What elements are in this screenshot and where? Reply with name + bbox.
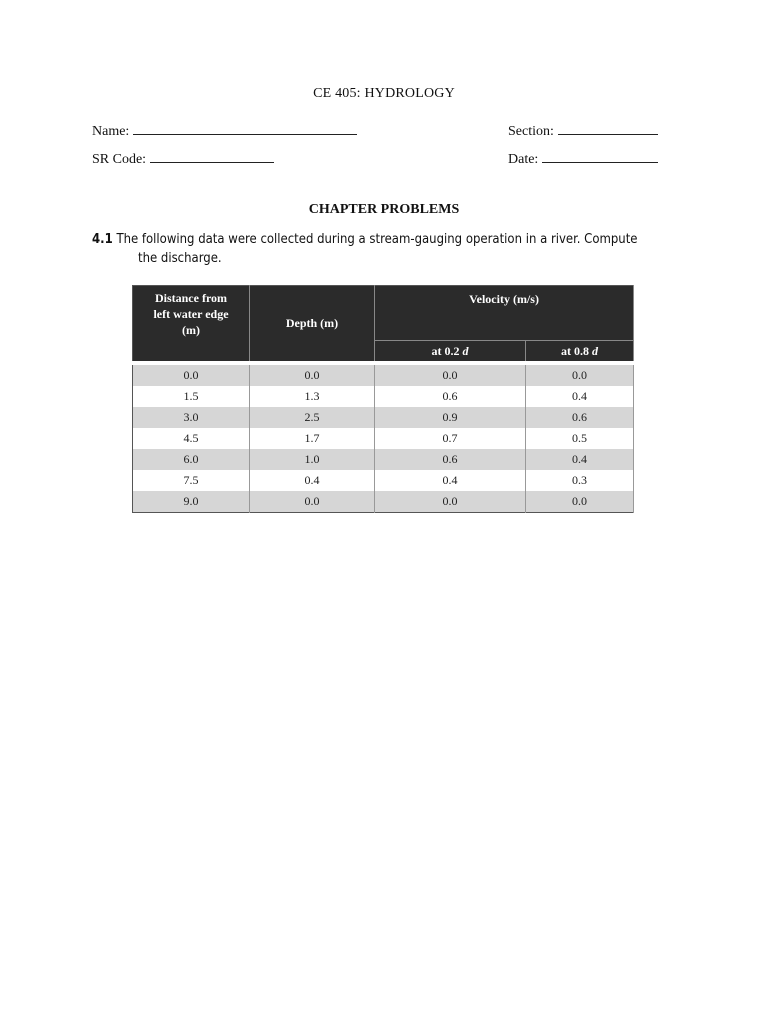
cell-depth: 0.0 bbox=[250, 491, 375, 513]
col-header-d-symbol: d bbox=[462, 343, 469, 358]
cell-velocity-0-8d: 0.3 bbox=[526, 470, 634, 491]
col-header-distance-line2: left water edge bbox=[153, 307, 229, 321]
cell-velocity-0-2d: 0.6 bbox=[375, 386, 526, 407]
cell-velocity-0-8d: 0.4 bbox=[526, 386, 634, 407]
cell-distance: 7.5 bbox=[133, 470, 250, 491]
table-header-row bbox=[133, 286, 634, 341]
col-header-at-0-8d bbox=[526, 341, 634, 364]
date-label: Date: bbox=[508, 152, 539, 167]
chapter-title: CHAPTER PROBLEMS bbox=[308, 202, 460, 217]
col-header-velocity: Velocity (m/s) bbox=[375, 286, 634, 341]
problem-text-line1: The following data were collected during a stream-gauging operation in a river. Compute bbox=[116, 232, 638, 247]
cell-velocity-0-8d: 0.0 bbox=[526, 363, 634, 386]
problem-text-line2: the discharge. bbox=[138, 251, 222, 266]
cell-velocity-0-2d: 0.9 bbox=[375, 407, 526, 428]
problem-number: 4.1 bbox=[92, 232, 113, 247]
col-header-distance-line3: (m) bbox=[182, 323, 200, 337]
name-field bbox=[92, 122, 357, 140]
cell-distance: 4.5 bbox=[133, 428, 250, 449]
col-header-d-symbol: d bbox=[592, 343, 598, 358]
col-header-distance bbox=[133, 286, 250, 364]
cell-velocity-0-2d: 0.0 bbox=[375, 363, 526, 386]
col-header-depth: Depth (m) bbox=[250, 286, 375, 364]
sr-code-field bbox=[92, 150, 274, 168]
cell-velocity-0-8d: 0.5 bbox=[526, 428, 634, 449]
sr-code-label: SR Code: bbox=[92, 152, 147, 167]
cell-velocity-0-2d: 0.7 bbox=[375, 428, 526, 449]
cell-depth: 1.7 bbox=[250, 428, 375, 449]
cell-depth: 0.4 bbox=[250, 470, 375, 491]
section-field bbox=[508, 122, 658, 140]
cell-velocity-0-8d: 0.6 bbox=[526, 407, 634, 428]
cell-velocity-0-8d: 0.4 bbox=[526, 449, 634, 470]
cell-velocity-0-2d: 0.0 bbox=[375, 491, 526, 513]
cell-depth: 2.5 bbox=[250, 407, 375, 428]
date-blank-line[interactable] bbox=[542, 150, 658, 163]
cell-distance: 3.0 bbox=[133, 407, 250, 428]
cell-depth: 1.0 bbox=[250, 449, 375, 470]
course-title: CE 405: HYDROLOGY bbox=[313, 86, 455, 101]
name-label: Name: bbox=[92, 124, 130, 139]
col-header-at-0-2-text: at 0.2 bbox=[431, 343, 463, 358]
table-row bbox=[133, 386, 634, 407]
cell-distance: 0.0 bbox=[133, 363, 250, 386]
col-header-at-0-8-text: at 0.8 bbox=[561, 343, 592, 358]
table-row bbox=[133, 407, 634, 428]
table-row bbox=[133, 363, 634, 386]
cell-depth: 0.0 bbox=[250, 363, 375, 386]
table-row bbox=[133, 449, 634, 470]
table-row bbox=[133, 491, 634, 513]
table-body bbox=[133, 363, 634, 513]
cell-depth: 1.3 bbox=[250, 386, 375, 407]
table-row bbox=[133, 470, 634, 491]
col-header-at-0-2d bbox=[375, 341, 526, 364]
cell-distance: 6.0 bbox=[133, 449, 250, 470]
stream-gauging-table bbox=[132, 285, 634, 513]
name-blank-line[interactable] bbox=[133, 122, 357, 135]
table-row bbox=[133, 428, 634, 449]
date-field bbox=[508, 150, 658, 168]
cell-distance: 9.0 bbox=[133, 491, 250, 513]
cell-velocity-0-2d: 0.6 bbox=[375, 449, 526, 470]
section-label: Section: bbox=[508, 124, 554, 139]
sr-code-blank-line[interactable] bbox=[150, 150, 274, 163]
section-blank-line[interactable] bbox=[558, 122, 658, 135]
problem-statement bbox=[92, 230, 692, 268]
col-header-distance-line1: Distance from bbox=[154, 291, 228, 305]
cell-distance: 1.5 bbox=[133, 386, 250, 407]
cell-velocity-0-8d: 0.0 bbox=[526, 491, 634, 513]
cell-velocity-0-2d: 0.4 bbox=[375, 470, 526, 491]
